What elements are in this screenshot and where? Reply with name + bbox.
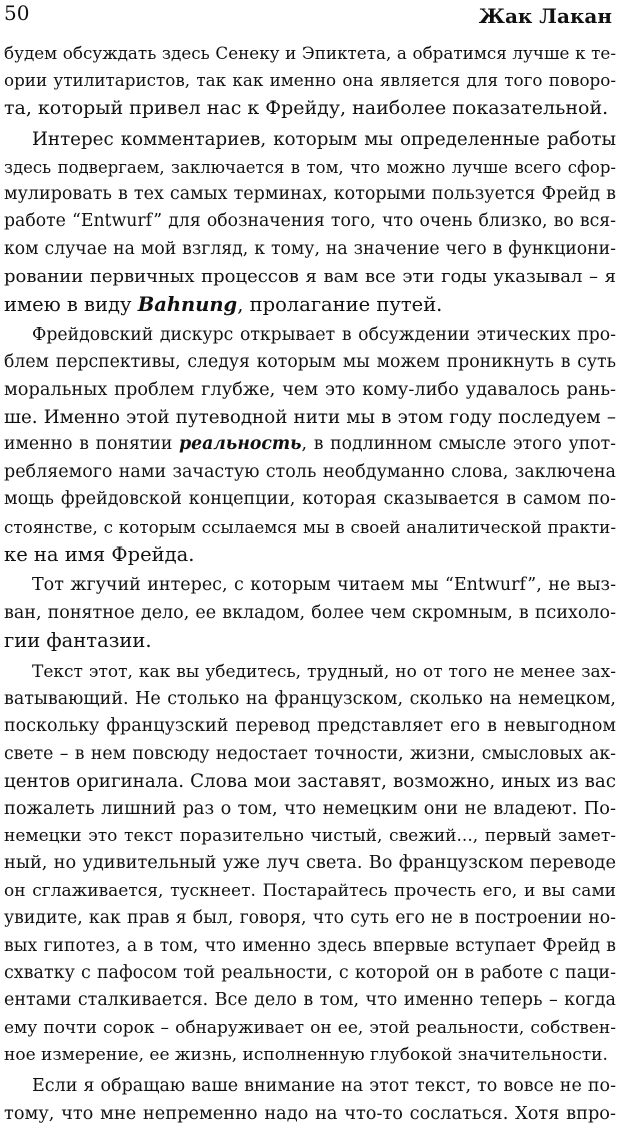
text-line: увидите, как прав я был, говоря, что суть его не в построении но- [4, 908, 616, 929]
text-fragment: именно в понятии [4, 434, 180, 455]
text-line: та, который привел нас к Фрейду, наиболее показательной. [4, 96, 609, 119]
page-number: 50 [4, 1, 30, 25]
text-line: работе “Entwurf” для обозначения того, что очень близко, во вся- [4, 211, 616, 232]
page-header [0, 0, 620, 36]
text-fragment: , пролагание путей. [237, 292, 443, 316]
text-line: мулировать в тех самых терминах, которыми пользуется Фрейд в [4, 183, 616, 204]
text-fragment: , в подлинном смысле этого упот- [301, 434, 616, 455]
text-line: схватку с пафосом той реальности, с которой он в работе с паци- [4, 962, 616, 983]
text-line: ный, но удивительный уже луч света. Во французском переводе [4, 853, 616, 874]
text-line: блем перспективы, следуя которым мы можем проникнуть в суть [4, 352, 616, 373]
text-line: здесь подвергаем, заключается в том, что можно лучше всего сфор- [4, 157, 616, 177]
text-line [4, 291, 616, 318]
text-line: ше. Именно этой путеводной нити мы в этом году последуем – [4, 407, 616, 429]
running-head: Жак Лакан [478, 4, 612, 28]
text-line: мощь фрейдовской концепции, которая сказывается в самом по- [4, 489, 616, 510]
text-line: немецки это текст поразительно чистый, свежий..., первый замет- [4, 825, 616, 846]
text-line: вых гипотез, а в том, что именно здесь впервые вступает Фрейд в [4, 935, 616, 956]
text-line: Тот жгучий интерес, с которым читаем мы “Entwurf”, не выз- [32, 575, 616, 596]
text-line: ребляемого нами зачастую столь необдуманно слова, заключена [4, 461, 616, 482]
body-text [4, 40, 616, 1128]
text-line: Если я обращаю ваше внимание на этот текст, то вовсе не по- [32, 1076, 616, 1097]
text-line: ории утилитаристов, так как именно она является для того поворо- [4, 70, 616, 91]
text-line: ное измерение, ее жизнь, исполненную глубокой значительности. [4, 1045, 608, 1066]
text-line: будем обсуждать здесь Сенеку и Эпиктета, а обратимся лучше к те- [4, 43, 616, 63]
text-line: пожалеть лишний раз о том, что немецким они не владеют. По- [4, 798, 616, 819]
text-line: ван, понятное дело, ее вкладом, более чем скромным, в психоло- [4, 602, 616, 623]
text-line: ровании первичных процессов я вам все эти годы указывал – я [4, 266, 616, 288]
text-line: свете – в нем повсюду недостает точности, жизни, смысловых ак- [4, 743, 616, 764]
text-line [4, 431, 616, 458]
text-line: моральных проблем глубже, чем это кому-либо удавалось рань- [4, 379, 616, 400]
text-line: стоянстве, с которым ссылаемся мы в своей аналитической практи- [4, 516, 616, 537]
text-line: ком случае на мой взгляд, к тому, на значение чего в функциони- [4, 238, 616, 259]
text-line: ватывающий. Не столько на французском, сколько на немецком, [4, 688, 616, 709]
text-line: ему почти сорок – обнаруживает он ее, этой реальности, собствен- [4, 1017, 616, 1038]
text-line: Интерес комментариев, которым мы определенные работы [32, 129, 616, 151]
text-line: ентами сталкивается. Все дело в том, что именно теперь – когда [4, 990, 616, 1011]
text-line: Фрейдовский дискурс открывает в обсуждении этических про- [32, 324, 616, 345]
emphasized-term: Bahnung [137, 292, 238, 316]
text-line: он сглаживается, тускнеет. Постарайтесь прочесть его, и вы сами [4, 880, 616, 901]
text-line: тому, что мне непременно надо на что-то сослаться. Хотя впро- [4, 1103, 616, 1124]
text-line: Текст этот, как вы убедитесь, трудный, но от того не менее зах- [32, 661, 616, 682]
text-line: поскольку французский перевод представляет его в невыгодном [4, 716, 616, 737]
text-fragment: имею в виду [4, 292, 138, 316]
emphasized-term: реальность [179, 434, 302, 455]
text-line: ке на имя Фрейда. [4, 543, 195, 567]
text-line: центов оригинала. Слова мои заставят, возможно, иных из вас [4, 771, 616, 793]
text-line: гии фантазии. [4, 629, 152, 653]
